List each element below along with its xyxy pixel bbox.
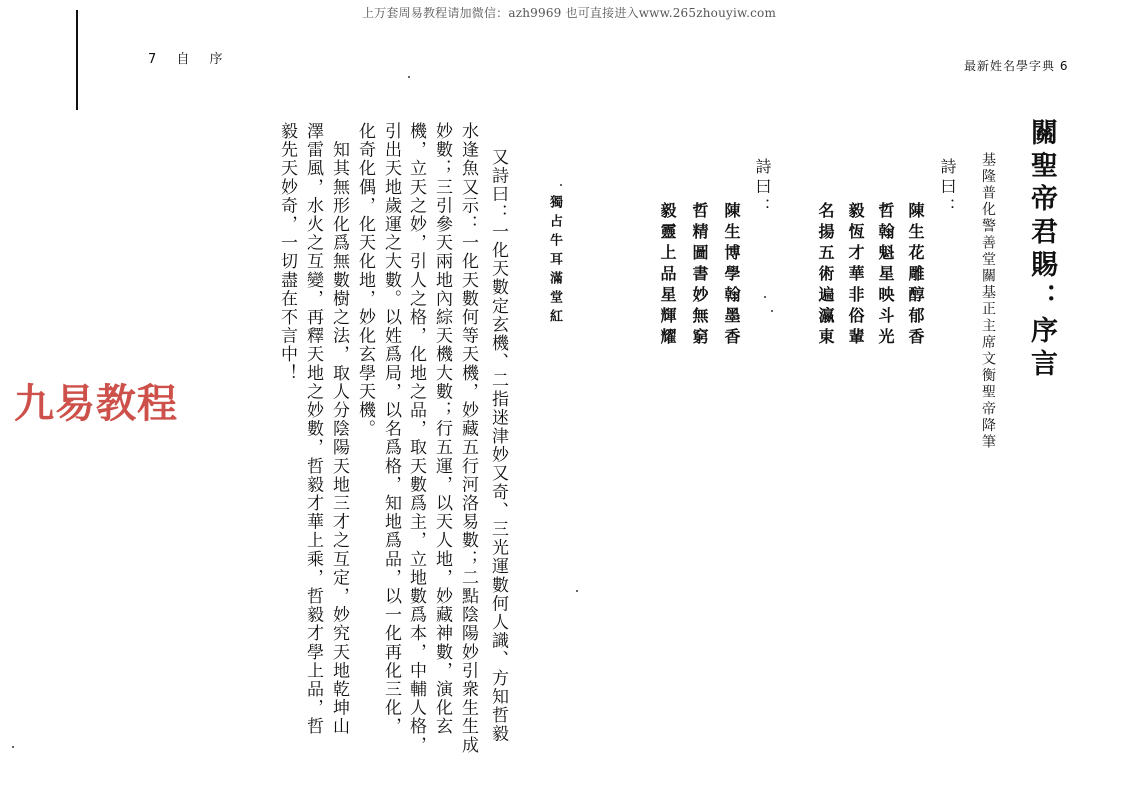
left-page-folio: 7 自 序 bbox=[148, 52, 231, 67]
prose-column: 妙數；三引參天兩地內綜天機大數；行五運，以天人地，妙藏神數，演化玄 bbox=[432, 122, 452, 736]
prose-column: 毅先天妙奇，一切盡在不言中！ bbox=[277, 122, 297, 383]
watermark-logo: 九易教程 bbox=[14, 381, 178, 427]
prose-column: 又詩曰：一化天數定玄機、二指迷津妙又奇、三光運數何人識、方知哲毅 bbox=[488, 148, 508, 744]
prose-column: 引出天地歲運之大數。以姓爲局，以名爲格，知地爲品，以一化再化三化， bbox=[381, 122, 401, 736]
poem-2-line: 哲精圖書妙無窮 bbox=[690, 202, 709, 349]
prose-column: 化奇化偶，化天化地，妙化玄學天機。 bbox=[355, 122, 375, 439]
page-subtitle: 基隆普化警善堂關基正主席文衡聖帝降筆 bbox=[980, 152, 996, 451]
poem-1-line: 哲翰魁星映斗光 bbox=[876, 202, 895, 349]
scan-speck bbox=[12, 746, 14, 748]
poem-1-line: 名揚五術遍瀛東 bbox=[816, 202, 835, 349]
scan-speck bbox=[560, 184, 562, 186]
poem-1-line: 毅恆才華非俗輩 bbox=[846, 202, 865, 349]
scan-speck bbox=[576, 590, 578, 592]
poem-1-label: 詩曰： bbox=[938, 158, 957, 218]
poem-1-line: 陳生花雕醇郁香 bbox=[906, 202, 925, 349]
prose-column: 澤雷風，水火之互變，再釋天地之妙數，哲毅才華上乘，哲毅才學上品，哲 bbox=[303, 122, 323, 736]
poem-closing-line: 獨占牛耳滿堂紅 bbox=[547, 195, 562, 328]
scan-speck bbox=[771, 310, 773, 312]
prose-column: 機，立天之妙，引人之格，化地之品，取天數爲主，立地數爲本，中輔人格， bbox=[406, 122, 426, 755]
scan-speck bbox=[408, 76, 410, 78]
poem-2-label: 詩曰： bbox=[753, 158, 772, 218]
scan-speck bbox=[764, 296, 766, 298]
poem-2-line: 毅靈上品星輝耀 bbox=[658, 202, 677, 349]
source-banner: 上万套周易教程请加微信：azh9969 也可直接进入www.265zhouyiw.com bbox=[361, 6, 777, 20]
prose-column: 知其無形化爲無數樹之法，取人分陰陽天地三才之互定，妙究天地乾坤山 bbox=[329, 122, 349, 736]
right-page-folio: 最新姓名學字典 6 bbox=[964, 59, 1069, 73]
poem-2-line: 陳生博學翰墨香 bbox=[722, 202, 741, 349]
margin-rule bbox=[76, 10, 78, 110]
prose-column: 水逢魚又示：一化天數何等天機，妙藏五行河洛易數；二點陰陽妙引衆生生成 bbox=[458, 122, 478, 755]
page-title: 關聖帝君賜：序言 bbox=[1026, 118, 1057, 382]
